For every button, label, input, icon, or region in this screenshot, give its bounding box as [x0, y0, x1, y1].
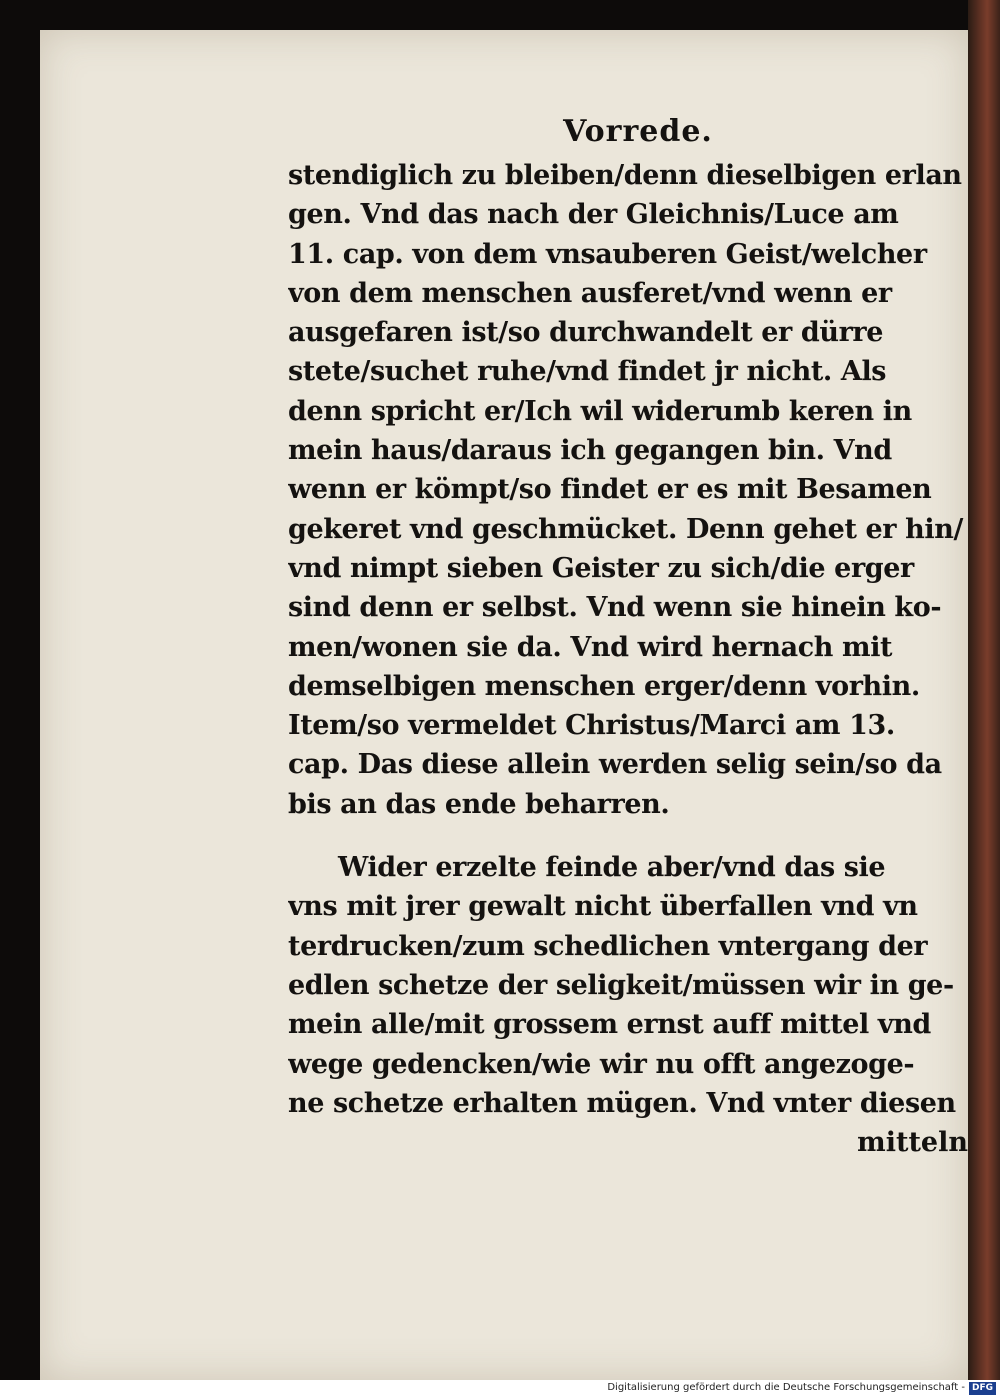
- text-line: mein alle/mit grossem ernst auff mittel vnd: [288, 1009, 931, 1041]
- text-line: terdrucken/zum schedlichen vntergang der: [288, 930, 928, 962]
- paragraph-1: [288, 156, 978, 824]
- text-line: gen. Vnd das nach der Gleichnis/Luce am: [288, 199, 899, 231]
- text-line: 11. cap. von dem vnsauberen Geist/welcher: [288, 238, 927, 270]
- text-line: vns mit jrer gewalt nicht überfallen vnd vn: [288, 891, 918, 923]
- text-line: ausgefaren ist/so durchwandelt er dürre: [288, 317, 884, 349]
- text-line: mein haus/daraus ich gegangen bin. Vnd: [288, 435, 892, 467]
- running-header: Vorrede.: [563, 114, 713, 149]
- text-block: [288, 112, 978, 1162]
- catchword: mitteln: [857, 1127, 968, 1159]
- paragraph-2: [288, 848, 978, 1123]
- text-line: bis an das ende beharren.: [288, 788, 670, 820]
- text-line: men/wonen sie da. Vnd wird hernach mit: [288, 631, 893, 663]
- text-line-indented: Wider erzelte feinde aber/vnd das sie: [338, 852, 886, 884]
- text-line: vnd nimpt sieben Geister zu sich/die erger: [288, 552, 914, 584]
- paragraph-gap: [288, 824, 978, 848]
- book-page: [40, 30, 968, 1380]
- text-line: denn spricht er/Ich wil widerumb keren in: [288, 395, 912, 427]
- text-line: von dem menschen ausferet/vnd wenn er: [288, 277, 892, 309]
- footer-credit-text: Digitalisierung gefördert durch die Deutsche Forschungsgemeinschaft -: [607, 1382, 965, 1393]
- text-line: gekeret vnd geschmücket. Denn gehet er hin/: [288, 513, 963, 545]
- text-line: demselbigen menschen erger/denn vorhin.: [288, 670, 920, 702]
- text-line: wege gedencken/wie wir nu offt angezoge-: [288, 1048, 915, 1080]
- text-line: Item/so vermeldet Christus/Marci am 13.: [288, 710, 895, 742]
- text-line: sind denn er selbst. Vnd wenn sie hinein ko-: [288, 592, 942, 624]
- dfg-logo-icon: DFG: [969, 1382, 996, 1395]
- text-line: edlen schetze der seligkeit/müssen wir in ge-: [288, 969, 954, 1001]
- text-line: stendiglich zu bleiben/denn dieselbigen erlan: [288, 160, 962, 191]
- digitization-footer: [0, 1380, 1000, 1395]
- text-line: stete/suchet ruhe/vnd findet jr nicht. Als: [288, 356, 887, 388]
- text-line: cap. Das diese allein werden selig sein/so da: [288, 749, 942, 781]
- text-line: ne schetze erhalten mügen. Vnd vnter diesen: [288, 1087, 956, 1119]
- text-line: wenn er kömpt/so findet er es mit Besamen: [288, 474, 932, 506]
